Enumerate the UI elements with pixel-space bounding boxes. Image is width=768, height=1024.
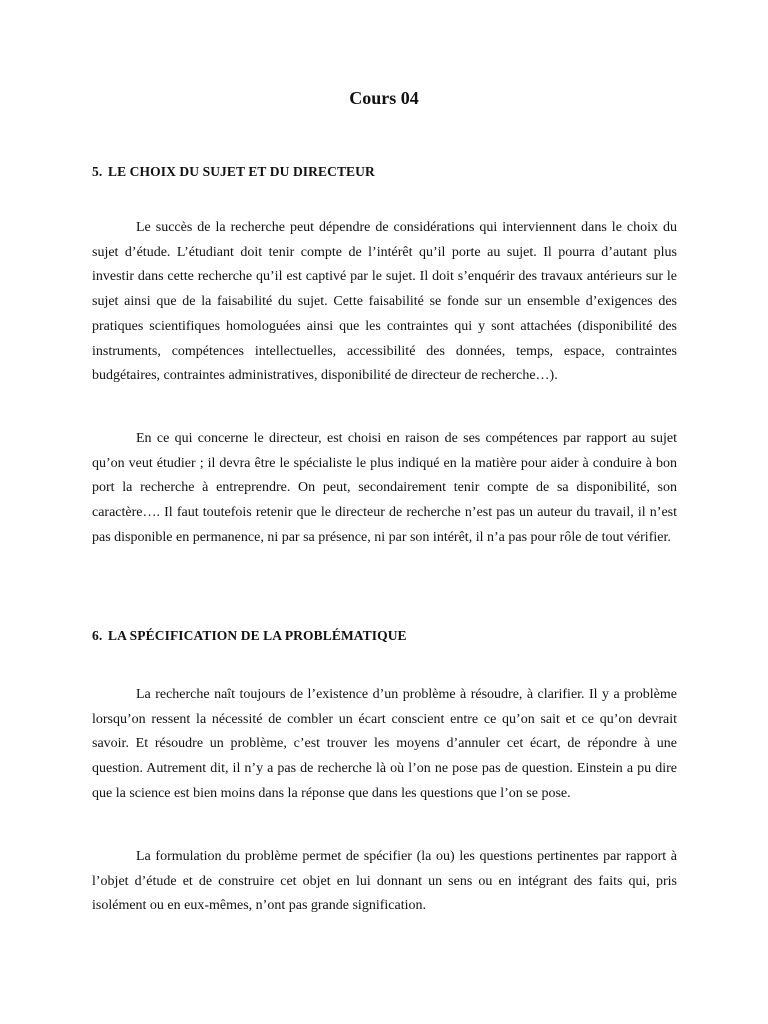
section-number: 5. (92, 164, 103, 179)
page-title: Cours 04 (349, 88, 419, 108)
section-title: LA SPÉCIFICATION DE LA PROBLÉMATIQUE (108, 628, 407, 643)
paragraph: La recherche naît toujours de l’existence d’un problème à résoudre, à clarifier. Il y a problème lorsqu’on ressent la nécessité de combler un écart conscient entre ce qu’on sait et ce qu’on devrait savoir. Et résoudre un problème, c’est trouver les moyens d’annuler cet écart, de répondre à une question. Autrement dit, il n’y a pas de recherche là où l’on ne pose pas de question. Einstein a pu dire que la science est bien moins dans la réponse que dans les questions que l’on se pose. (92, 687, 677, 801)
section-title: LE CHOIX DU SUJET ET DU DIRECTEUR (108, 164, 375, 179)
section-heading-6 (92, 627, 407, 645)
section-heading-5 (92, 163, 375, 181)
paragraph: Le succès de la recherche peut dépendre de considérations qui interviennent dans le choix du sujet d’étude. L’étudiant doit tenir compte de l’intérêt qu’il porte au sujet. Il pourra d’autant plus investir dans cette recherche qu’il est captivé par le sujet. Il doit s’enquérir des travaux antérieurs sur le sujet ainsi que de la faisabilité du sujet. Cette faisabilité se fonde sur un ensemble d’exigences des pratiques scientifiques homologuées ainsi que les contraintes qui y sont attachées (disponibilité des instruments, compétences intellectuelles, accessibilité des données, temps, espace, contraintes budgétaires, contraintes administratives, disponibilité de directeur de recherche…). (92, 220, 677, 384)
paragraph: La formulation du problème permet de spécifier (la ou) les questions pertinentes par rapport à l’objet d’étude et de construire cet objet en lui donnant un sens ou en intégrant des faits qui, pris isolément ou en eux-mêmes, n’ont pas grande signification. (92, 849, 677, 914)
section-number: 6. (92, 628, 103, 643)
paragraph: En ce qui concerne le directeur, est choisi en raison de ses compétences par rapport au sujet qu’on veut étudier ; il devra être le spécialiste le plus indiqué en la matière pour aider à conduire à bon port la recherche à entreprendre. On peut, secondairement tenir compte de sa disponibilité, son caractère…. Il faut toutefois retenir que le directeur de recherche n’est pas un auteur du travail, il n’est pas disponible en permanence, ni par sa présence, ni par son intérêt, il n’a pas pour rôle de tout vérifier. (92, 431, 677, 545)
